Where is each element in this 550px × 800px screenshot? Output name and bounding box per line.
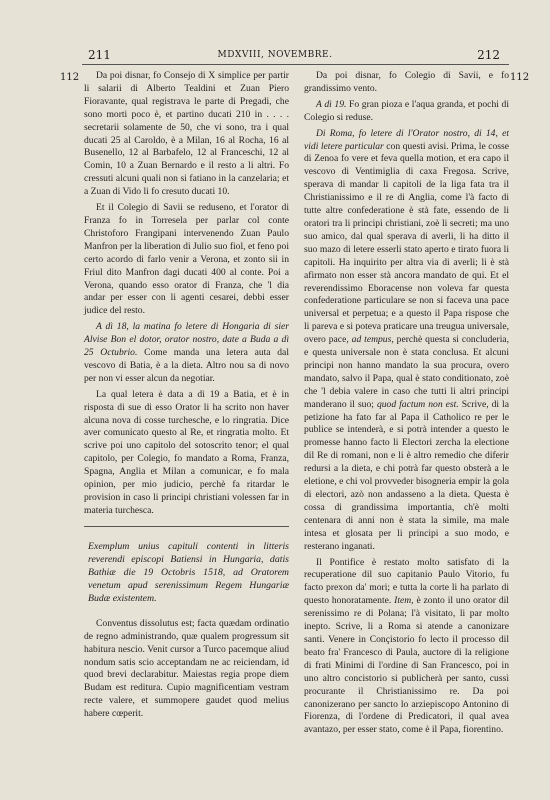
paragraph: [304, 99, 509, 125]
header-rule: [82, 64, 509, 65]
paragraph-text: perchè questa si concluderia, e questa universale non è stata conclusa. Et alcuni principi non hanno mandato la sua procura, overo mandato, salvo il Papa, qual è stato conditionato, zoè che 'l debia valere in caso che tutti li altri principi manderano il suo;: [304, 334, 510, 410]
phrase-italic: ad tempus,: [351, 334, 394, 346]
paragraph: Da poi disnar, fo Colegio di Savii, e fo grandissimo vento.: [304, 70, 509, 94]
date-italic: A dì 19.: [316, 98, 347, 110]
running-title: MDXVIII, NOVEMBRE.: [217, 50, 333, 60]
paragraph-text: Il Pontifice è restato molto satisfato di la recuperatione dil suo capitanio Paulo Vitorio, fu facto prexon da' mori; e tutta la corte li ha parlato di questo honoratamente.: [304, 556, 509, 607]
latin-paragraph: Conventus dissolutus est; facta quædam ordinatio de regno administrando, quæ qualem progressum sit habitura nescio. Venit cursor a Turco pacemque aliud nondum satis scio acceptandam ne ac reiciendam, id quod brevi declarabitur. Maiestas regia prope diem Budam est reditura. Cupio magnificentiam vestram recte valere, et summopere gaudet quod melius habere cœperit.: [84, 617, 289, 720]
paragraph: Da poi disnar, fo Consejo di X simplice per partir li salarii di Alberto Tealdini et Zuan Piero Fioravante, qual registrava le parte di Pregadi, che sono morti poco è, et partino ducati 210 in . . . . secretarii solamente de 50, che vi sono, tra i qual ducati 25 al Caroldo, è a Milan, 16 al Rocha, 16 al Busenello, 12 al Barbafelo, 12 al Franceschi, 12 al Comin, 10 a Zuan Bernardo e il resto a li altri. Fo cressuti alcuni quali non si fatiano in la canzelaria; et a Zuan di Vido li fo cresuto ducati 10.: [84, 70, 289, 198]
phrase-italic: Item,: [394, 595, 414, 607]
right-page-number: 212: [477, 48, 500, 62]
latin-caption: Exemplum unius capituli contenti in litteris reverendi episcopi Batiensi in Hungaria, datis Bathiæ die 19 Octobris 1518, ad Oratorem venetum apud serenissimum Regem Hungariæ Budæ existentem.: [88, 540, 289, 604]
left-margin-number: 112: [60, 72, 80, 83]
paragraph: [304, 557, 509, 738]
right-text-column: [304, 70, 509, 737]
source-italic: Di Roma, fo letere di l'Orator nostro, di 14, et vidi letere particular: [304, 127, 509, 152]
paragraph-text: Scrive, di la petizione ha fato far al Papa il Catholico re per le publice se intenderà, e si potrà intender a questo le promesse hanno facto li Electori zercha la electione dil Re di romani, non e li è altro remedio che diferir redursi a la dieta, e chi potrà far questo obsterà a le eletione, e chi vol provveder bisogneria empir la gola di electori, azò non andasseno a la dieta. Questa è cossa di grandissima importantia, ch'è molti centenara di anni non è stata la simile, ma male intesa et glosata per li principi a suo modo, e resterano inganati.: [304, 398, 509, 552]
paragraph-text: con questi avisi. Prima, le cosse di Zenoa fo vere et feva quella motion, et era capo il vescovo di Ventimiglia di caxa Fregosa. Scrive, sperava di mandar li capitoli de la liga fata tra il Christianissimo e il re di Anglia, come l'à facto di tutte altre confederatione è stà fate, essendo de li oratori tra li principi christiani, zoè li secreti; ma uno suo amico, dal qual sperava di averli, li ha ditto il suo mazo di letere esserli stato aperto e tirato fuora li capitoli. Ha inquirito per altra via di averli; li è stà afirmato non esser stà ancora mandato de qui. Et el reverendissimo Eboracense non voleva far questa confederatione particulare se non si faceva una pace universal et perpetua; e a questo il Papa rispose che li pareva e si poteva praticare una treugua universale, overo pace,: [304, 140, 510, 346]
section-divider: [84, 526, 289, 527]
dated-entry-italic: A dì 18, la matina fo letere di Hongaria di sier Alvise Bon el dotor, orator nostro, date a Buda a dì 25 Octubrio.: [84, 321, 289, 359]
right-margin-number: 112: [510, 72, 530, 83]
paragraph: Et il Colegio di Savii se reduseno, et l'orator di Franza fo in Torresela per parlar col conte Christoforo Frangipani intervenendo Zuan Paulo Manfron per la liberation di Julio suo fiol, et feno poi certo acordo di farlo venir a Verona, et zonto sii in Friul dito Manfron dagi ducati 400 al conte. Poi a Verona, quando esso orator di Franza, che 'l dia andar per esser con li agenti cesarei, debbi esser judice del resto.: [84, 202, 289, 317]
paragraph: [84, 321, 289, 386]
left-page-number: 211: [88, 48, 111, 62]
paragraph-text: è zonto il uno orator dil serenissimo re di Polana; l'à visitato, li par molto inepto. Scrive, li a Roma si atende a canonizare santi. Venere in Conçistorio fo lecto il processo dil beato fra' Francesco di Paula, auctore di la religione di frati Minimi di l'ordine di San Francesco, poi in uno altro concistorio si publicherà per santo, cussì procurante il Christianissimo re. Da poi canonizerano per sancto lo arziepiscopo Antonino di Fiorenza, di l'ordene di Predicatori, il qual avea avantazo, per esser stato, come è il Papa, fiorentino.: [304, 595, 509, 736]
phrase-italic: quod factum non est.: [376, 398, 459, 410]
paragraph-text: Come manda una letera auta dal vescovo di Batia, è a la dieta. Altro nou sa di novo per non vi esser alcun da negotiar.: [84, 347, 289, 384]
paragraph-text: Fo gran pioza e l'aqua granda, et pochi di Colegio si reduse.: [304, 98, 509, 123]
paragraph: [304, 128, 509, 554]
paragraph: La qual letera è data a dì 19 a Batia, et è in risposta di sue di esso Orator li ha scrito non haver alcuna nova di cosse turchesche, e lo ringratia. Dice aver comunicato questo al Re, et ringratia molto. Et scrive poi uno capitolo del sotoscrito tenor; el qual capitolo, per Colegio, fo mandato a Roma, Franza, Spagna, Anglia et Milan a comunicar, e fo mala opinion, per mio judicio, perchè fa ritardar le provision in caso li principi christiani volessen far in materia turchesca.: [84, 388, 289, 516]
left-text-column: [84, 70, 289, 721]
